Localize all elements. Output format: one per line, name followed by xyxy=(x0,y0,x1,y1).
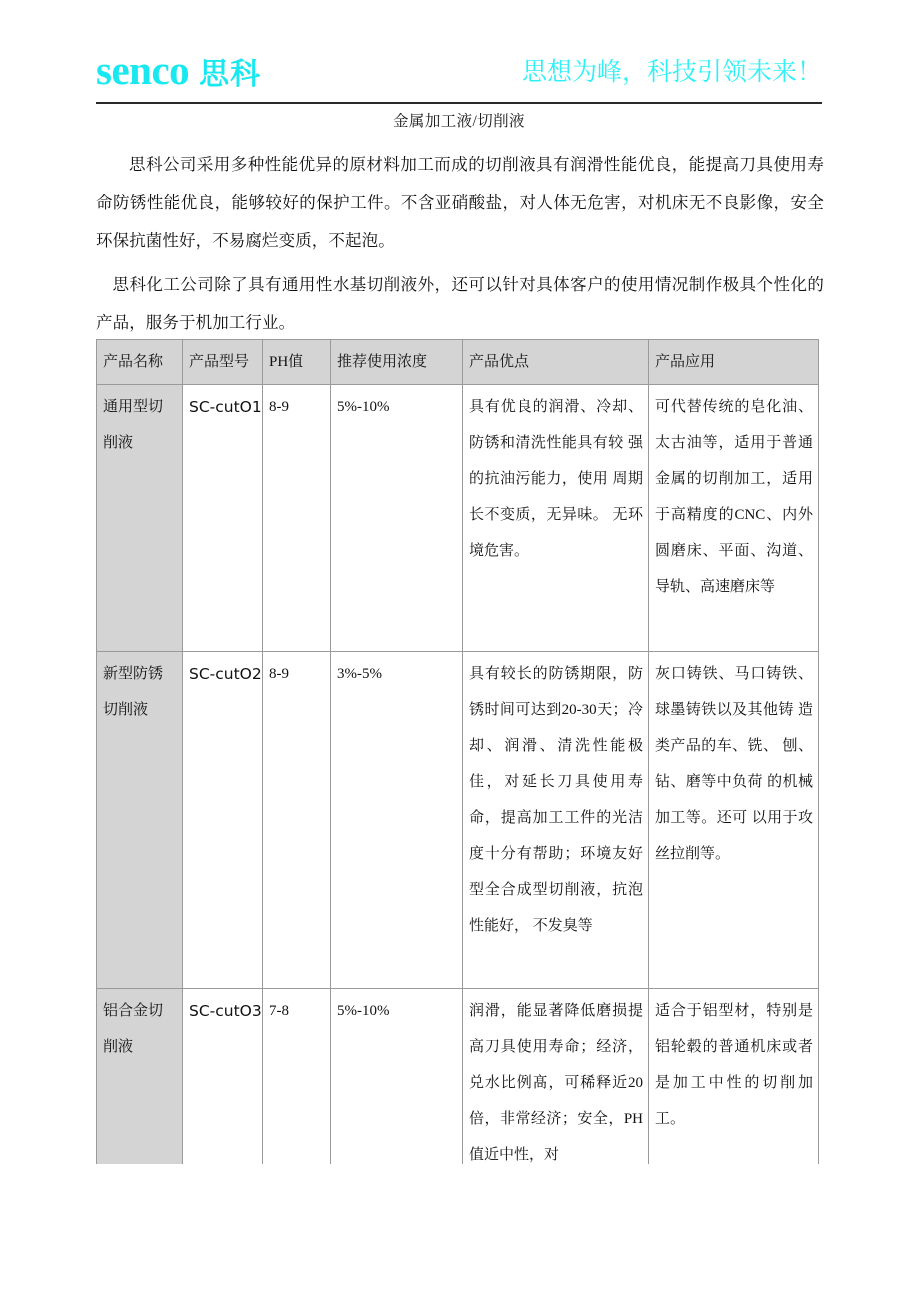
cell-product-name: 通用型切削液 xyxy=(97,385,183,652)
cell-concentration: 5%-10% xyxy=(331,385,463,652)
table-row xyxy=(97,989,819,1178)
cell-concentration: 3%-5% xyxy=(331,652,463,989)
column-header-concentration: 推荐使用浓度 xyxy=(331,340,463,385)
page-bottom-margin xyxy=(0,1164,920,1302)
cell-advantages: 具有较长的防锈期限，防锈时间可达到20-30天；冷却、润滑、清洗性能极佳，对延长刀具使用寿命，提高加工工件的光洁度十分有帮助；环境友好型全合成型切削液，抗泡性能好， 不发臭等 xyxy=(463,652,649,989)
column-header-advantages: 产品优点 xyxy=(463,340,649,385)
cell-concentration: 5%-10% xyxy=(331,989,463,1178)
table-row xyxy=(97,652,819,989)
column-header-applications: 产品应用 xyxy=(649,340,819,385)
company-logo xyxy=(96,46,262,93)
cell-applications: 适合于铝型材，特别是铝轮毂的普通机床或者是加工中性的切削加工。 xyxy=(649,989,819,1178)
logo-latin-text: senco xyxy=(96,46,190,93)
logo-chinese-text: 思科 xyxy=(199,56,262,92)
column-header-product-model: 产品型号 xyxy=(183,340,263,385)
page-title: 金属加工液/切削液 xyxy=(393,113,525,130)
cell-product-model: SC-cutO1 xyxy=(183,385,263,652)
cell-product-name: 新型防锈切削液 xyxy=(97,652,183,989)
cell-advantages: 具有优良的润滑、冷却、 防锈和清洗性能具有较 强的抗油污能力，使用 周期长不变质，无异味。 无环境危害。 xyxy=(463,385,649,652)
intro-paragraph-1: 思科公司采用多种性能优异的原材料加工而成的切削液具有润滑性能优良，能提高刀具使用寿命防锈性能优良，能够较好的保护工件。不含亚硝酸盐，对人体无危害，对机床无不良影像，安全环保抗菌性好，不易腐烂变质，不起泡。 xyxy=(96,155,824,250)
cell-applications: 灰口铸铁、马口铸铁、 球墨铸铁以及其他铸 造类产品的车、铣、 刨、钻、磨等中负荷 的机械加工等。还可 以用于攻丝拉削等。 xyxy=(649,652,819,989)
column-header-product-name: 产品名称 xyxy=(97,340,183,385)
cell-applications: 可代替传统的皂化油、太古油等，适用于普通金属的切削加工，适用于高精度的CNC、内外圆磨床、平面、沟道、导轨、高速磨床等 xyxy=(649,385,819,652)
cell-ph-value: 8-9 xyxy=(263,385,331,652)
cell-advantages: 润滑，能显著降低磨损提高刀具使用寿命；经济，兑水比例髙，可稀释近20倍，非常经济；安全，PH值近中性，对 xyxy=(463,989,649,1178)
company-tagline: 思想为峰，科技引领未来！ xyxy=(521,57,822,86)
column-header-ph-value: PH值 xyxy=(263,340,331,385)
cell-ph-value: 8-9 xyxy=(263,652,331,989)
header-divider xyxy=(96,102,822,104)
cell-ph-value: 7-8 xyxy=(263,989,331,1178)
product-table xyxy=(96,339,819,1178)
intro-paragraph-2: 思科化工公司除了具有通用性水基切削液外，还可以针对具体客户的使用情况制作极具个性化的产品，服务于机加工行业。 xyxy=(96,275,824,332)
cell-product-model: SC-cutO2 xyxy=(183,652,263,989)
table-header-row xyxy=(97,340,819,385)
cell-product-model: SC-cutO3 xyxy=(183,989,263,1178)
table-row xyxy=(97,385,819,652)
page-header xyxy=(96,42,822,98)
cell-product-name: 铝合金切削液 xyxy=(97,989,183,1178)
